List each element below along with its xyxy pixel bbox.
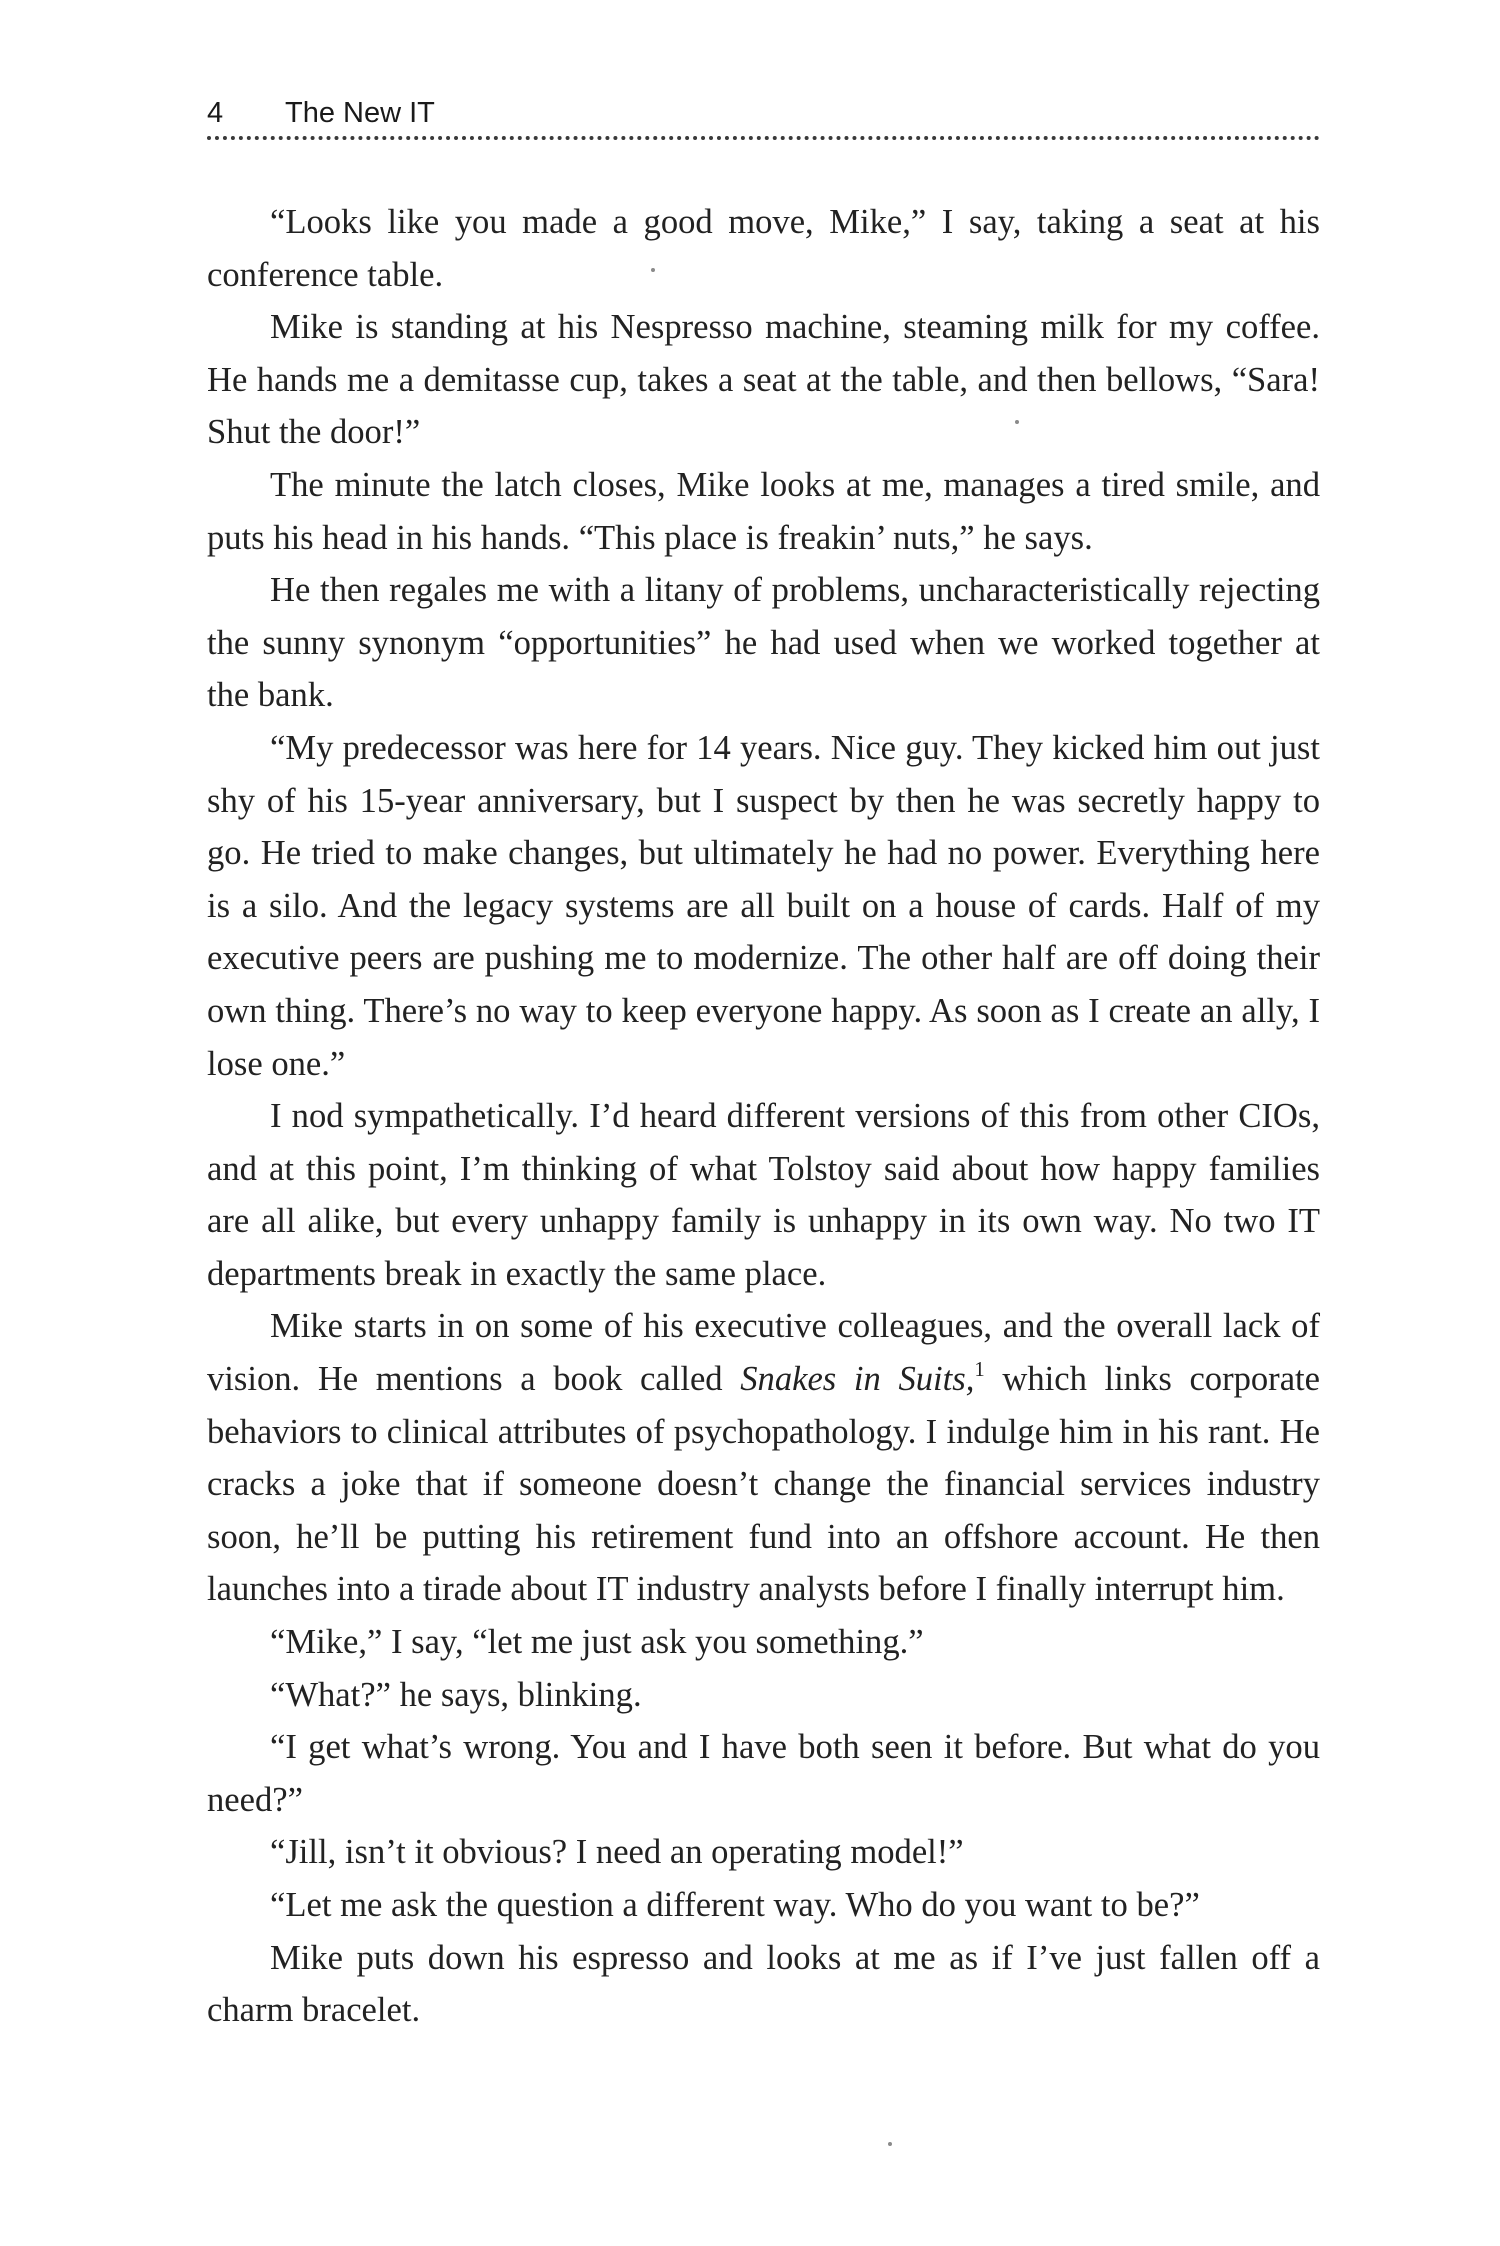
footnote-marker: 1 (974, 1358, 985, 1381)
scan-speck (1015, 420, 1019, 424)
paragraph: He then regales me with a litany of problems, uncharacteristically rejecting the sunny synonym “opportunities” he had used when we worked together at the bank. (207, 571, 1320, 715)
dotted-divider (207, 136, 1320, 140)
paragraph: “Looks like you made a good move, Mike,” I say, taking a seat at his conference table. (207, 203, 1320, 294)
scan-speck (888, 2142, 892, 2146)
paragraph: “Jill, isn’t it obvious? I need an operating model!” (270, 1833, 964, 1872)
body-text (207, 196, 1320, 2037)
running-head (207, 93, 1320, 133)
book-citation: Snakes in Suits, (740, 1360, 975, 1399)
text-run: which links corporate behaviors to clinical attributes of psychopathology. I indulge him in his rant. He cracks a joke that if someone doesn’t change the financial services industry soon, he’ll be putting his retirement fund into an offshore account. He then launches into a tirade about IT industry analysts before I finally interrupt him. (207, 1360, 1321, 1609)
text-run: Mike starts in on some of his executive colleagues, and the overall lack of vision. He mentions a book called (207, 1307, 1320, 1399)
paragraph: “My predecessor was here for 14 years. Nice guy. They kicked him out just shy of his 15-year anniversary, but I suspect by then he was secretly happy to go. He tried to make changes, but ultimately he had no power. Everything here is a silo. And the legacy systems are all built on a house of cards. Half of my executive peers are pushing me to modernize. The other half are off doing their own thing. There’s no way to keep everyone happy. As soon as I create an ally, I lose one.” (207, 728, 1320, 1083)
scan-speck (651, 268, 655, 272)
paragraph: “What?” he says, blinking. (270, 1675, 642, 1714)
paragraph: I nod sympathetically. I’d heard different versions of this from other CIOs, and at this point, I’m thinking of what Tolstoy said about how happy families are all alike, but every unhappy family is unhappy in its own way. No two IT departments break in exactly the same place. (207, 1097, 1320, 1293)
paragraph-snakes-in-suits (207, 1300, 1320, 1616)
page-number: 4 (207, 96, 224, 129)
paragraph: “Mike,” I say, “let me just ask you something.” (270, 1623, 924, 1662)
book-title: The New IT (285, 96, 435, 129)
paragraph: The minute the latch closes, Mike looks at me, manages a tired smile, and puts his head in his hands. “This place is freakin’ nuts,” he says. (207, 465, 1320, 557)
paragraph: “I get what’s wrong. You and I have both seen it before. But what do you need?” (207, 1728, 1320, 1819)
paragraph: Mike puts down his espresso and looks at me as if I’ve just fallen off a charm bracelet. (207, 1938, 1320, 2030)
paragraph: Mike is standing at his Nespresso machine, steaming milk for my coffee. He hands me a demitasse cup, takes a seat at the table, and then bellows, “Sara! Shut the door!” (207, 308, 1320, 452)
paragraph: “Let me ask the question a different way. Who do you want to be?” (270, 1886, 1200, 1924)
